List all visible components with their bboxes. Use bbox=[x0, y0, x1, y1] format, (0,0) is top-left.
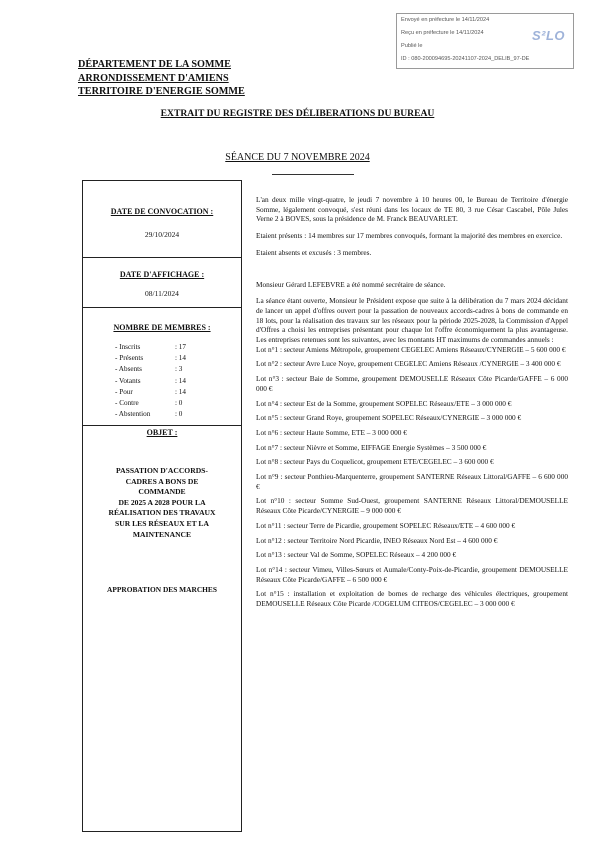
objet-label bbox=[83, 422, 241, 440]
stamp-received-line: Reçu en préfecture le 14/11/2024 bbox=[401, 30, 484, 36]
arrondissement-line: ARRONDISSEMENT D'AMIENS bbox=[78, 72, 229, 84]
vote-counts bbox=[115, 342, 205, 420]
vote-label: - Pour bbox=[115, 387, 133, 396]
objet-line: CADRES A BONS DE bbox=[125, 476, 199, 486]
vote-row bbox=[115, 409, 205, 420]
vote-value: : 14 bbox=[175, 387, 186, 396]
objet-line: DE 2025 A 2028 POUR LA bbox=[118, 497, 206, 507]
objet-line: PASSATION D'ACCORDS- bbox=[116, 466, 208, 475]
lot-item: Lot n°3 : secteur Baie de Somme, groupement DEMOUSELLE Réseaux Côte Picarde/GAFFE – 6 000 000 € bbox=[256, 374, 568, 393]
session-divider bbox=[272, 174, 354, 175]
lot-item: Lot n°6 : secteur Haute Somme, ETE – 3 000 000 € bbox=[256, 427, 407, 437]
objet-line: COMMANDE bbox=[138, 487, 186, 497]
opening-paragraph: L'an deux mille vingt-quatre, le jeudi 7 novembre à 10 heures 00, le Bureau de Territoire d'énergie Somme, légalement convoqué, s'est réuni dans les locaux de TE 80, 3 rue César Cascabel, Pôle Jules Verne 2 à BOVES, sous la présidence de M. Franck BEAUVARLET. bbox=[256, 195, 568, 224]
vote-label: - Abstention bbox=[115, 410, 151, 419]
lot-item: Lot n°4 : secteur Est de la Somme, groupement SOPELEC Réseaux/ETE – 3 000 000 € bbox=[256, 398, 512, 408]
lot-item: Lot n°9 : secteur Ponthieu-Marquenterre, groupement SANTERNE Réseaux Littoral/GAFFE – 6 600 000 € bbox=[256, 472, 568, 491]
objet-line: RÉALISATION DES TRAVAUX bbox=[108, 508, 216, 518]
exposition-paragraph: La séance étant ouverte, Monsieur le Président expose que suite à la délibération du 7 mars 2024 décidant de lancer un appel d'offres ouvert pour la passation de nouveaux accords-cadres à bons de commande en 18 lots, pour la réalisation des travaux sur les réseaux pour la période 2025-2028, la Commission d'Appel d'Offres a choisi les entreprises présentant pour chaque lot l'offre économiquement la plus avantageuse. Les entreprises retenues sont les suivantes, avec les montants HT maximums de commandes annuels : bbox=[256, 296, 568, 345]
lot-item: Lot n°7 : secteur Nièvre et Somme, EIFFAGE Energie Systèmes – 3 500 000 € bbox=[256, 442, 487, 452]
membres-label bbox=[83, 323, 241, 332]
department-line: DÉPARTEMENT DE LA SOMME bbox=[78, 59, 231, 70]
lot-item: Lot n°12 : secteur Territoire Nord Picardie, INEO Réseaux Nord Est – 4 600 000 € bbox=[256, 535, 498, 545]
vote-row bbox=[115, 353, 205, 364]
session-date: SÉANCE DU 7 NOVEMBRE 2024 bbox=[225, 152, 370, 163]
department-header bbox=[78, 58, 245, 99]
membres-label-text: NOMBRE DE MEMBRES : bbox=[113, 323, 211, 332]
objet-label-text: OBJET : bbox=[143, 428, 182, 437]
lot-item: Lot n°10 : secteur Somme Sud-Ouest, groupement SANTERNE Réseaux Littoral/DEMOUSELLE Réseaux Côte Picarde/CYNERGIE – 9 000 000 € bbox=[256, 496, 568, 516]
affichage-date: 08/11/2024 bbox=[145, 289, 179, 298]
lot-item: Lot n°5 : secteur Grand Roye, groupement SOPELEC Réseaux/CYNERGIE – 3 000 000 € bbox=[256, 413, 522, 423]
lot-item: Lot n°1 : secteur Amiens Métropole, groupement CEGELEC Amiens Réseaux/CYNERGIE – 5 600 000 € bbox=[256, 344, 566, 354]
vote-value: : 14 bbox=[175, 354, 186, 363]
deliberation-body bbox=[256, 195, 568, 614]
vote-row bbox=[115, 376, 205, 387]
lot-item: Lot n°14 : secteur Vimeu, Villes-Sœurs et Aumale/Conty-Poix-de-Picardie, groupement DEMOUSELLE Réseaux Côte Picarde/GAFFE – 6 500 000 € bbox=[256, 564, 568, 584]
sidebar-divider bbox=[83, 257, 241, 258]
document-title: EXTRAIT DU REGISTRE DES DÉLIBERATIONS DU BUREAU bbox=[160, 108, 435, 119]
stamp-published-line: Publié le bbox=[401, 43, 423, 49]
vote-value: : 14 bbox=[175, 376, 186, 385]
secretary-paragraph: Monsieur Gérard LEFEBVRE a été nommé secrétaire de séance. bbox=[256, 279, 446, 289]
lot-item: Lot n°13 : secteur Val de Somme, SOPELEC Réseaux – 4 200 000 € bbox=[256, 550, 457, 560]
metadata-sidebar bbox=[82, 180, 242, 832]
vote-row bbox=[115, 398, 205, 409]
vote-label: - Présents bbox=[115, 354, 144, 363]
stamp-id-line: ID : 080-200094695-20241107-2024_DELIB_97-DE bbox=[401, 56, 530, 62]
vote-value: : 0 bbox=[175, 410, 183, 419]
vote-label: - Inscrits bbox=[115, 343, 141, 351]
stamp-sent-line: Envoyé en préfecture le 14/11/2024 bbox=[401, 17, 490, 23]
objet-line: SUR LES RÉSEAUX ET LA bbox=[115, 518, 209, 528]
vote-label: - Absents bbox=[115, 365, 142, 374]
lot-item: Lot n°8 : secteur Pays du Coquelicot, groupement ETE/CEGELEC – 3 600 000 € bbox=[256, 457, 494, 467]
affichage-block bbox=[83, 270, 241, 298]
vote-value: : 0 bbox=[175, 399, 183, 408]
prefecture-stamp bbox=[396, 13, 574, 69]
vote-label: - Contre bbox=[115, 399, 139, 408]
attendance-paragraph: Etaient présents : 14 membres sur 17 membres convoqués, formant la majorité des membres en exercice. bbox=[256, 231, 563, 241]
lot-item: Lot n°2 : secteur Avre Luce Noye, groupement CEGELEC Amiens Réseaux /CYNERGIE – 3 400 000 € bbox=[256, 359, 561, 369]
territoire-line: TERRITOIRE D'ENERGIE SOMME bbox=[78, 86, 245, 97]
objet-line: MAINTENANCE bbox=[132, 529, 192, 539]
vote-row bbox=[115, 364, 205, 375]
vote-value: : 17 bbox=[175, 343, 186, 351]
lot-item: Lot n°11 : secteur Terre de Picardie, groupement SOPELEC Réseaux/ETE – 4 600 000 € bbox=[256, 520, 516, 530]
sidebar-divider bbox=[83, 307, 241, 308]
vote-value: : 3 bbox=[175, 365, 183, 374]
vote-label: - Votants bbox=[115, 376, 141, 385]
convocation-label: DATE DE CONVOCATION : bbox=[110, 207, 214, 216]
absent-paragraph: Etaient absents et excusés : 3 membres. bbox=[256, 247, 372, 257]
vote-row bbox=[115, 342, 205, 353]
objet-title bbox=[95, 466, 229, 540]
approbation-heading: APPROBATION DES MARCHES bbox=[107, 585, 217, 594]
affichage-label: DATE D'AFFICHAGE : bbox=[119, 270, 205, 279]
convocation-block bbox=[83, 207, 241, 239]
s2lo-logo: S²LO bbox=[531, 28, 565, 43]
convocation-date: 29/10/2024 bbox=[144, 230, 180, 239]
vote-row bbox=[115, 387, 205, 398]
lot-item: Lot n°15 : installation et exploitation de bornes de recharge des véhicules électriques, groupement DEMOUSELLE Réseaux Côte Picarde /COGELUM CITEOS/CEGELEC – 3 000 000 € bbox=[256, 589, 568, 609]
